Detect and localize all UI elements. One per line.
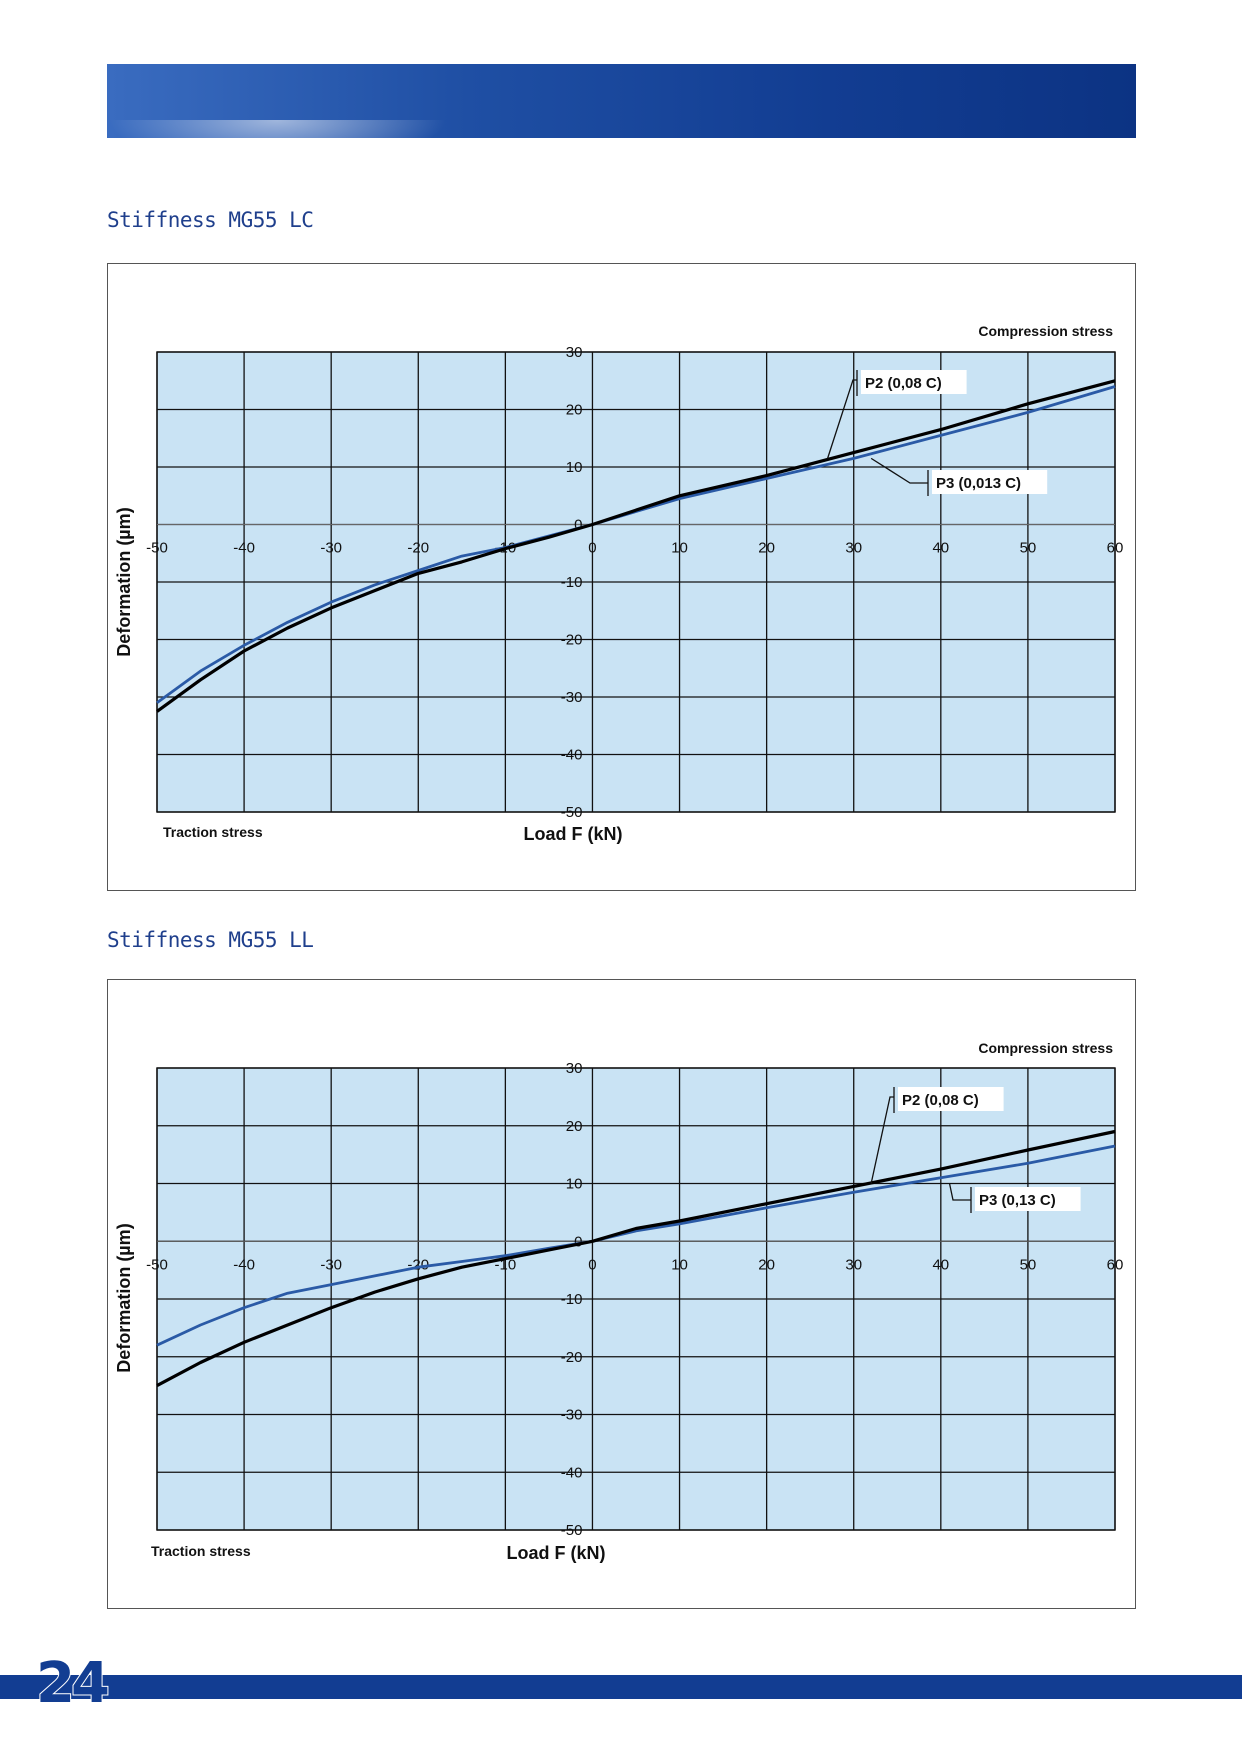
x-tick-label: -30 xyxy=(320,539,343,557)
y-tick-label: 30 xyxy=(565,344,583,361)
x-tick-label: 0 xyxy=(588,539,597,557)
x-tick-label: -50 xyxy=(146,539,168,557)
x-tick-label: 20 xyxy=(758,1256,775,1274)
chart-box-ll xyxy=(107,979,1136,1609)
page-number: 24 xyxy=(36,1651,106,1716)
annotation-label: P3 (0,13 C) xyxy=(979,1192,1056,1209)
y-tick-label: -30 xyxy=(560,689,583,706)
y-tick-label: 20 xyxy=(565,401,583,419)
y-tick-label: 30 xyxy=(565,1060,583,1077)
x-tick-label: 30 xyxy=(845,539,863,557)
y-tick-label: -50 xyxy=(560,1522,583,1539)
y-tick-label: -10 xyxy=(560,1291,583,1308)
chart-mg55-ll xyxy=(108,980,1135,1608)
x-tick-label: 40 xyxy=(932,539,950,557)
x-tick-label: -40 xyxy=(233,539,255,557)
x-tick-label: 20 xyxy=(758,539,775,557)
annotation-label: P2 (0,08 C) xyxy=(865,375,942,392)
x-tick-label: -40 xyxy=(233,1256,255,1274)
x-tick-label: 0 xyxy=(588,1256,597,1274)
x-tick-label: 60 xyxy=(1106,1256,1124,1274)
x-tick-label: 40 xyxy=(932,1256,950,1274)
y-tick-label: 20 xyxy=(565,1117,583,1135)
x-tick-label: 10 xyxy=(671,1256,688,1274)
traction-stress-label: Traction stress xyxy=(151,1543,251,1559)
x-axis-label: Load F (kN) xyxy=(506,1543,606,1563)
y-tick-label: 0 xyxy=(574,1233,583,1251)
traction-stress-label: Traction stress xyxy=(163,824,263,840)
y-tick-label: 10 xyxy=(565,1175,583,1193)
y-axis-label: Deformation (µm) xyxy=(114,507,134,657)
annotation-label: P2 (0,08 C) xyxy=(902,1092,979,1109)
footer-bar xyxy=(0,1675,1242,1699)
y-tick-label: -30 xyxy=(560,1406,583,1424)
x-tick-label: -30 xyxy=(320,1256,343,1274)
x-tick-label: -20 xyxy=(407,1256,430,1274)
chart-mg55-lc xyxy=(108,264,1135,890)
x-tick-label: 10 xyxy=(671,539,688,557)
x-tick-label: 50 xyxy=(1019,539,1037,557)
x-tick-label: 50 xyxy=(1019,1256,1037,1274)
y-tick-label: 10 xyxy=(565,459,583,476)
y-tick-label: -40 xyxy=(560,746,583,764)
y-tick-label: -20 xyxy=(560,1348,583,1366)
y-tick-label: -10 xyxy=(560,574,583,591)
y-axis-label: Deformation (µm) xyxy=(114,1223,134,1373)
section-title-ll: Stiffness MG55 LL xyxy=(107,928,314,952)
y-tick-label: 0 xyxy=(574,516,583,534)
x-tick-label: -10 xyxy=(494,539,517,557)
x-tick-label: -20 xyxy=(407,539,430,557)
compression-stress-label: Compression stress xyxy=(978,323,1113,339)
x-tick-label: 30 xyxy=(845,1256,863,1274)
chart-box-lc xyxy=(107,263,1136,891)
header-banner xyxy=(107,64,1136,138)
y-tick-label: -20 xyxy=(560,631,583,649)
annotation-label: P3 (0,013 C) xyxy=(936,475,1022,492)
compression-stress-label: Compression stress xyxy=(978,1040,1113,1056)
x-axis-label: Load F (kN) xyxy=(523,824,623,844)
x-tick-label: -50 xyxy=(146,1256,168,1274)
x-tick-label: -10 xyxy=(494,1256,517,1274)
section-title-lc: Stiffness MG55 LC xyxy=(107,208,314,232)
y-tick-label: -50 xyxy=(560,804,583,821)
y-tick-label: -40 xyxy=(560,1464,583,1482)
x-tick-label: 60 xyxy=(1106,539,1124,557)
